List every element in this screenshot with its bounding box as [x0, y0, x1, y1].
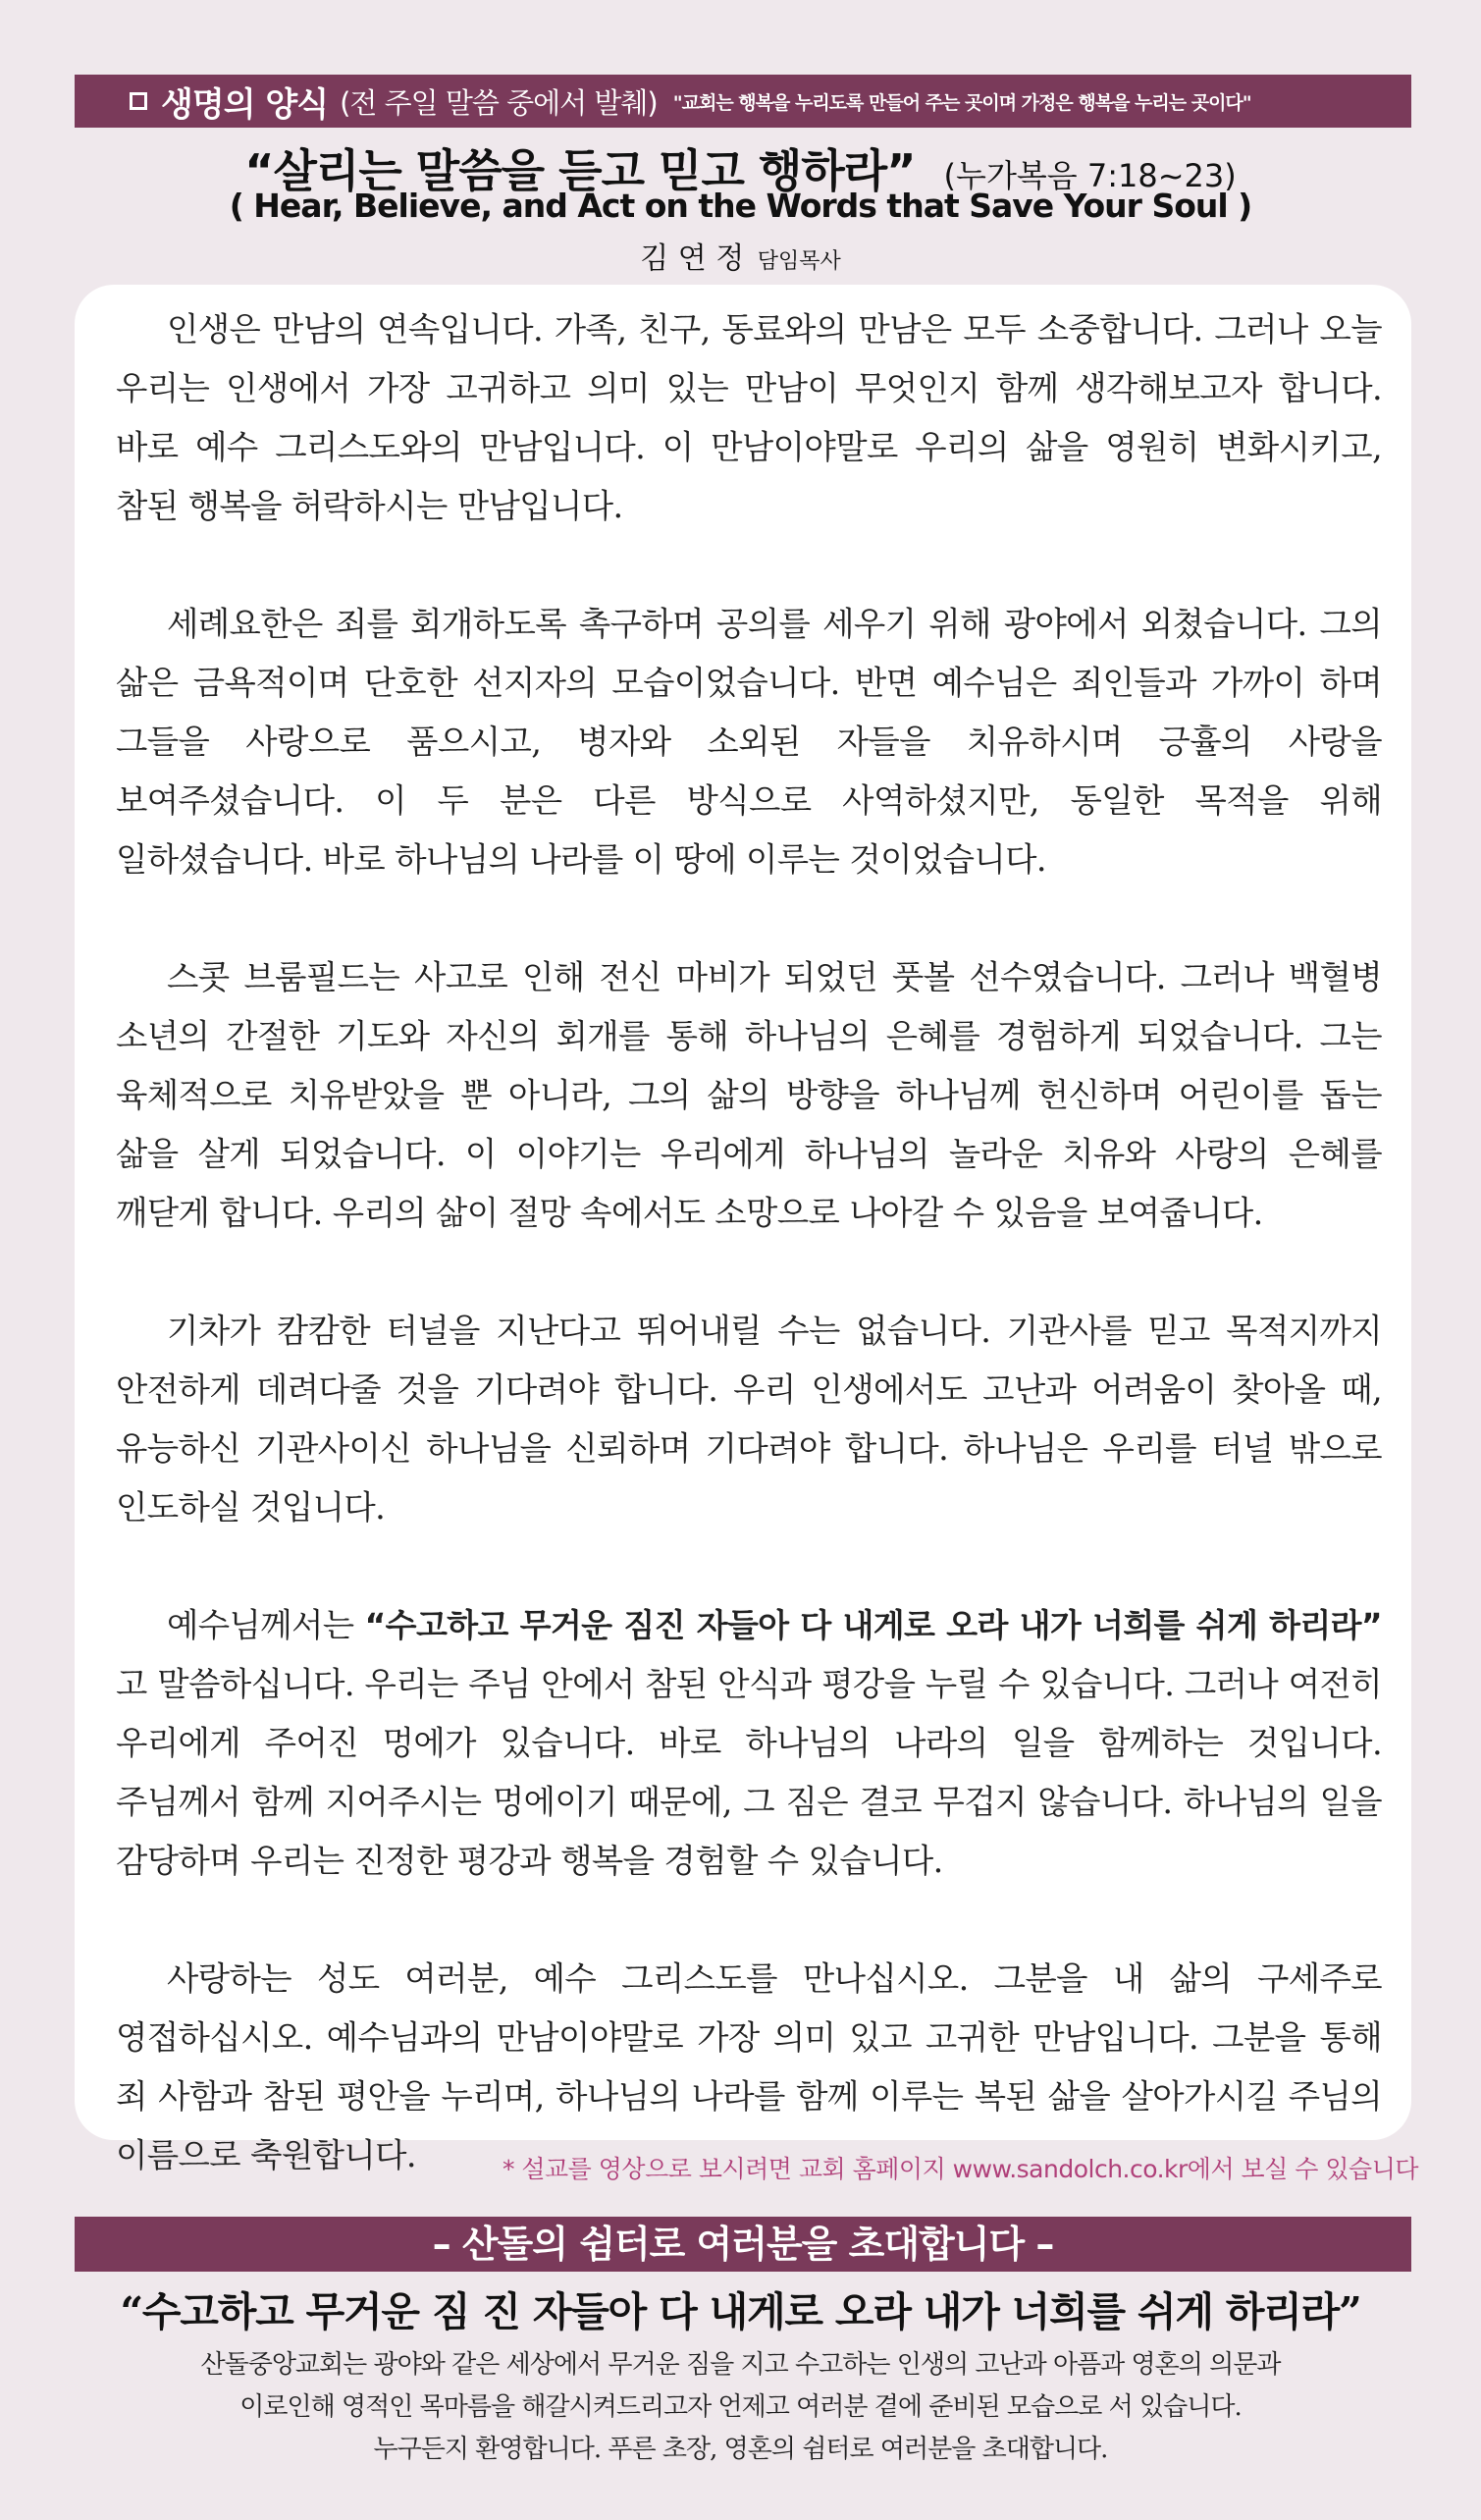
- source-note: (전 주일 말씀 중에서 발췌): [340, 85, 658, 120]
- church-motto: "교회는 행복을 누리도록 만들어 주는 곳이며 가정은 행복을 누리는 곳이다": [672, 91, 1251, 114]
- checkbox-square-icon: [130, 92, 147, 110]
- sermon-body: [116, 300, 1382, 2185]
- pastor-credit: [0, 234, 1481, 277]
- sermon-closing: 사랑하는 성도 여러분, 예수 그리스도를 만나십시오. 그분을 내 삶의 구세주로 영접하십시오. 예수님과의 만남이야말로 가장 의미 있고 고귀한 만남입니다. 그분을 통해 죄 사함과 참된 평안을 누리며, 하나님의 나라를 함께 이루는 복된 삶을 살아가시길 주님의 이름으로 축원합니다.: [116, 1959, 1382, 2174]
- bible-quote: “수고하고 무거운 짐진 자들아 다 내게로 오라 내가 너희를 쉬게 하리라”: [364, 1606, 1382, 1644]
- pastor-role: 담임목사: [757, 249, 841, 274]
- english-title: ( Hear, Believe, and Act on the Words that Save Your Soul ): [229, 187, 1252, 225]
- sermon-title: “살리는 말씀을 듣고 믿고 행하라”: [244, 144, 916, 197]
- sermon-paragraph: 기차가 캄캄한 터널을 지난다고 뛰어내릴 수는 없습니다. 기관사를 믿고 목적지까지 안전하게 데려다줄 것을 기다려야 합니다. 우리 인생에서도 고난과 어려움이 찾아올 때, 유능하신 기관사이신 하나님을 신뢰하며 기다려야 합니다. 하나님은 우리를 터널 밖으로 인도하실 것입니다.: [116, 1312, 1382, 1527]
- invite-quote: “수고하고 무거운 짐 진 자들아 다 내게로 오라 내가 너희를 쉬게 하리라”: [120, 2288, 1361, 2335]
- pastor-name: 김 연 정: [640, 241, 745, 276]
- sermon-paragraph: 인생은 만남의 연속입니다. 가족, 친구, 동료와의 만남은 모두 소중합니다. 그러나 오늘 우리는 인생에서 가장 고귀하고 의미 있는 만남이 무엇인지 함께 생각해보고자 합니다. 바로 예수 그리스도와의 만남입니다. 이 만남이야말로 우리의 삶을 영원히 변화시키고, 참된 행복을 허락하시는 만남입니다.: [116, 310, 1382, 525]
- paragraph-lead: 예수님께서는: [167, 1606, 365, 1644]
- invite-line: 누구든지 환영합니다. 푸른 초장, 영혼의 쉼터로 여러분을 초대합니다.: [373, 2435, 1108, 2464]
- section-title: 생명의 양식: [161, 84, 329, 125]
- scripture-reference: (누가복음 7:18~23): [943, 157, 1237, 194]
- invite-line: 산돌중앙교회는 광야와 같은 세상에서 무거운 짐을 지고 수고하는 인생의 고난과 아픔과 영혼의 의문과: [200, 2350, 1281, 2380]
- sermon-paragraph: 스콧 브룸필드는 사고로 인해 전신 마비가 되었던 풋볼 선수였습니다. 그러나 백혈병 소년의 간절한 기도와 자신의 회개를 통해 하나님의 은혜를 경험하게 되었습니다. 그는 육체적으로 치유받았을 뿐 아니라, 그의 삶의 방향을 하나님께 헌신하며 어린이를 돕는 삶을 살게 되었습니다. 이 이야기는 우리에게 하나님의 놀라운 치유와 사랑의 은혜를 깨닫게 합니다. 우리의 삶이 절망 속에서도 소망으로 나아갈 수 있음을 보여줍니다.: [116, 958, 1382, 1232]
- invite-banner: – 산돌의 쉼터로 여러분을 초대합니다 –: [75, 2217, 1411, 2272]
- paragraph-rest: 고 말씀하십니다. 우리는 주님 안에서 참된 안식과 평강을 누릴 수 있습니다. 그러나 여전히 우리에게 주어진 멍에가 있습니다. 바로 하나님의 나라의 일을 함께하는 것입니다. 주님께서 함께 지어주시는 멍에이기 때문에, 그 짐은 결코 무겁지 않습니다. 하나님의 일을 감당하며 우리는 진정한 평강과 행복을 경험할 수 있습니다.: [116, 1665, 1382, 1880]
- sermon-paragraph: 세례요한은 죄를 회개하도록 촉구하며 공의를 세우기 위해 광야에서 외쳤습니다. 그의 삶은 금욕적이며 단호한 선지자의 모습이었습니다. 반면 예수님은 죄인들과 가까이 하며 그들을 사랑으로 품으시고, 병자와 소외된 자들을 치유하시며 긍휼의 사랑을 보여주셨습니다. 이 두 분은 다른 방식으로 사역하셨지만, 동일한 목적을 위해 일하셨습니다. 바로 하나님의 나라를 이 땅에 이루는 것이었습니다.: [116, 605, 1382, 879]
- invite-message: [0, 2344, 1481, 2471]
- video-homepage-note: * 설교를 영상으로 보시려면 교회 홈페이지 www.sandolch.co.kr에서 보실 수 있습니다: [502, 2155, 1418, 2183]
- sermon-paragraph-quote: [116, 1596, 1382, 1891]
- section-header-bar: [75, 75, 1411, 128]
- invite-line: 이로인해 영적인 목마름을 해갈시켜드리고자 언제고 여러분 곁에 준비된 모습으로 서 있습니다.: [239, 2392, 1242, 2422]
